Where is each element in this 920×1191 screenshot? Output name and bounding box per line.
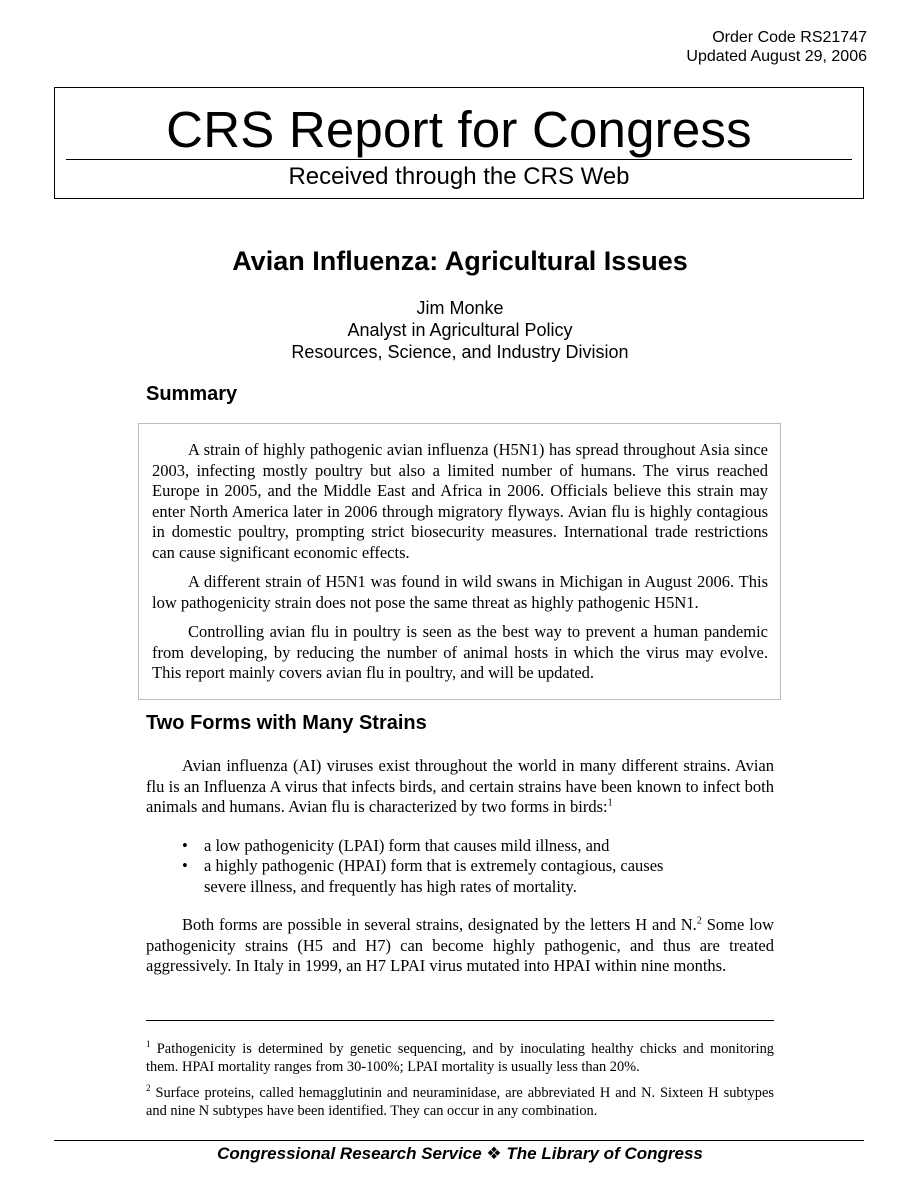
bullet-list xyxy=(182,836,702,898)
section-paragraph-1 xyxy=(146,756,774,818)
summary-paragraph: A strain of highly pathogenic avian influenza (H5N1) has spread throughout Asia since 2003, infecting mostly poultry but also a limited number of humans. The virus reached Europe in 2005, and the Middle East and Africa in 2006. Officials believe this strain may enter North America later in 2006 through migratory flyways. Avian flu is highly contagious in domestic poultry, prompting strict biosecurity measures. International trade restrictions can cause significant economic effects. xyxy=(152,440,768,562)
footnote-ref-1: 1 xyxy=(607,797,613,809)
masthead-subtitle: Received through the CRS Web xyxy=(288,163,630,190)
section-heading: Two Forms with Many Strains xyxy=(146,712,427,734)
bullet-icon: • xyxy=(182,835,188,855)
summary-box xyxy=(138,423,781,700)
summary-paragraph: A different strain of H5N1 was found in wild swans in Michigan in August 2006. This low pathogenicity strain does not pose the same threat as highly pathogenic H5N1. xyxy=(152,572,768,612)
summary-heading: Summary xyxy=(146,383,238,405)
list-item xyxy=(182,856,702,897)
footnote-ref-2: 2 xyxy=(696,915,702,927)
list-item-text: a low pathogenicity (LPAI) form that causes mild illness, and xyxy=(204,835,610,855)
order-code-block xyxy=(686,28,867,66)
list-item-text: a highly pathogenic (HPAI) form that is extremely contagious, causes severe illness, and frequently has high rates of mortality. xyxy=(204,856,664,896)
updated-date: Updated August 29, 2006 xyxy=(686,48,867,65)
footnote xyxy=(146,1040,774,1076)
bullet-icon: • xyxy=(182,856,188,875)
page-footer: Congressional Research Service ❖ The Library of Congress xyxy=(217,1144,703,1163)
list-item xyxy=(182,836,702,857)
section-paragraph-2 xyxy=(146,915,774,977)
masthead-divider xyxy=(66,159,852,160)
masthead xyxy=(54,87,864,199)
author-block xyxy=(0,297,920,363)
footnote-number: 2 xyxy=(146,1083,151,1094)
paragraph-text: Avian influenza (AI) viruses exist throughout the world in many different strains. Avian flu is an Influenza A virus that infects birds, and certain strains have been known to infect both animals and humans. Avian flu is characterized by two forms in birds: xyxy=(146,756,774,816)
order-code: Order Code RS21747 xyxy=(712,29,867,46)
footnote-divider xyxy=(146,1020,774,1021)
footnote-text: Pathogenicity is determined by genetic sequencing, and by inoculating healthy chicks and monitoring them. HPAI mortality ranges from 30-100%; LPAI mortality is usually less than 20%. xyxy=(146,1041,774,1075)
report-title: Avian Influenza: Agricultural Issues xyxy=(232,246,688,276)
footnote xyxy=(146,1084,774,1120)
paragraph-text: Both forms are possible in several strains, designated by the letters H and N. xyxy=(182,915,697,934)
footnotes xyxy=(146,1040,774,1128)
footer-divider xyxy=(54,1140,864,1141)
summary-paragraph: Controlling avian flu in poultry is seen as the best way to prevent a human pandemic from developing, by reducing the number of animal hosts in which the virus may evolve. This report mainly covers avian flu in poultry, and will be updated. xyxy=(152,622,768,682)
paragraph-text: Some low pathogenicity strains (H5 and H7) can become highly pathogenic, and thus are treated aggressively. In Italy in 1999, an H7 LPAI virus mutated into HPAI within nine months. xyxy=(146,915,774,975)
author-division: Resources, Science, and Industry Division xyxy=(291,342,629,362)
author-name: Jim Monke xyxy=(416,298,504,318)
footnote-text: Surface proteins, called hemagglutinin and neuraminidase, are abbreviated H and N. Sixteen H subtypes and nine N subtypes have been identified. They can occur in any combination. xyxy=(146,1085,774,1119)
masthead-title: CRS Report for Congress xyxy=(166,101,752,158)
author-title: Analyst in Agricultural Policy xyxy=(347,320,573,340)
footnote-number: 1 xyxy=(146,1039,151,1050)
section-body xyxy=(146,756,774,977)
